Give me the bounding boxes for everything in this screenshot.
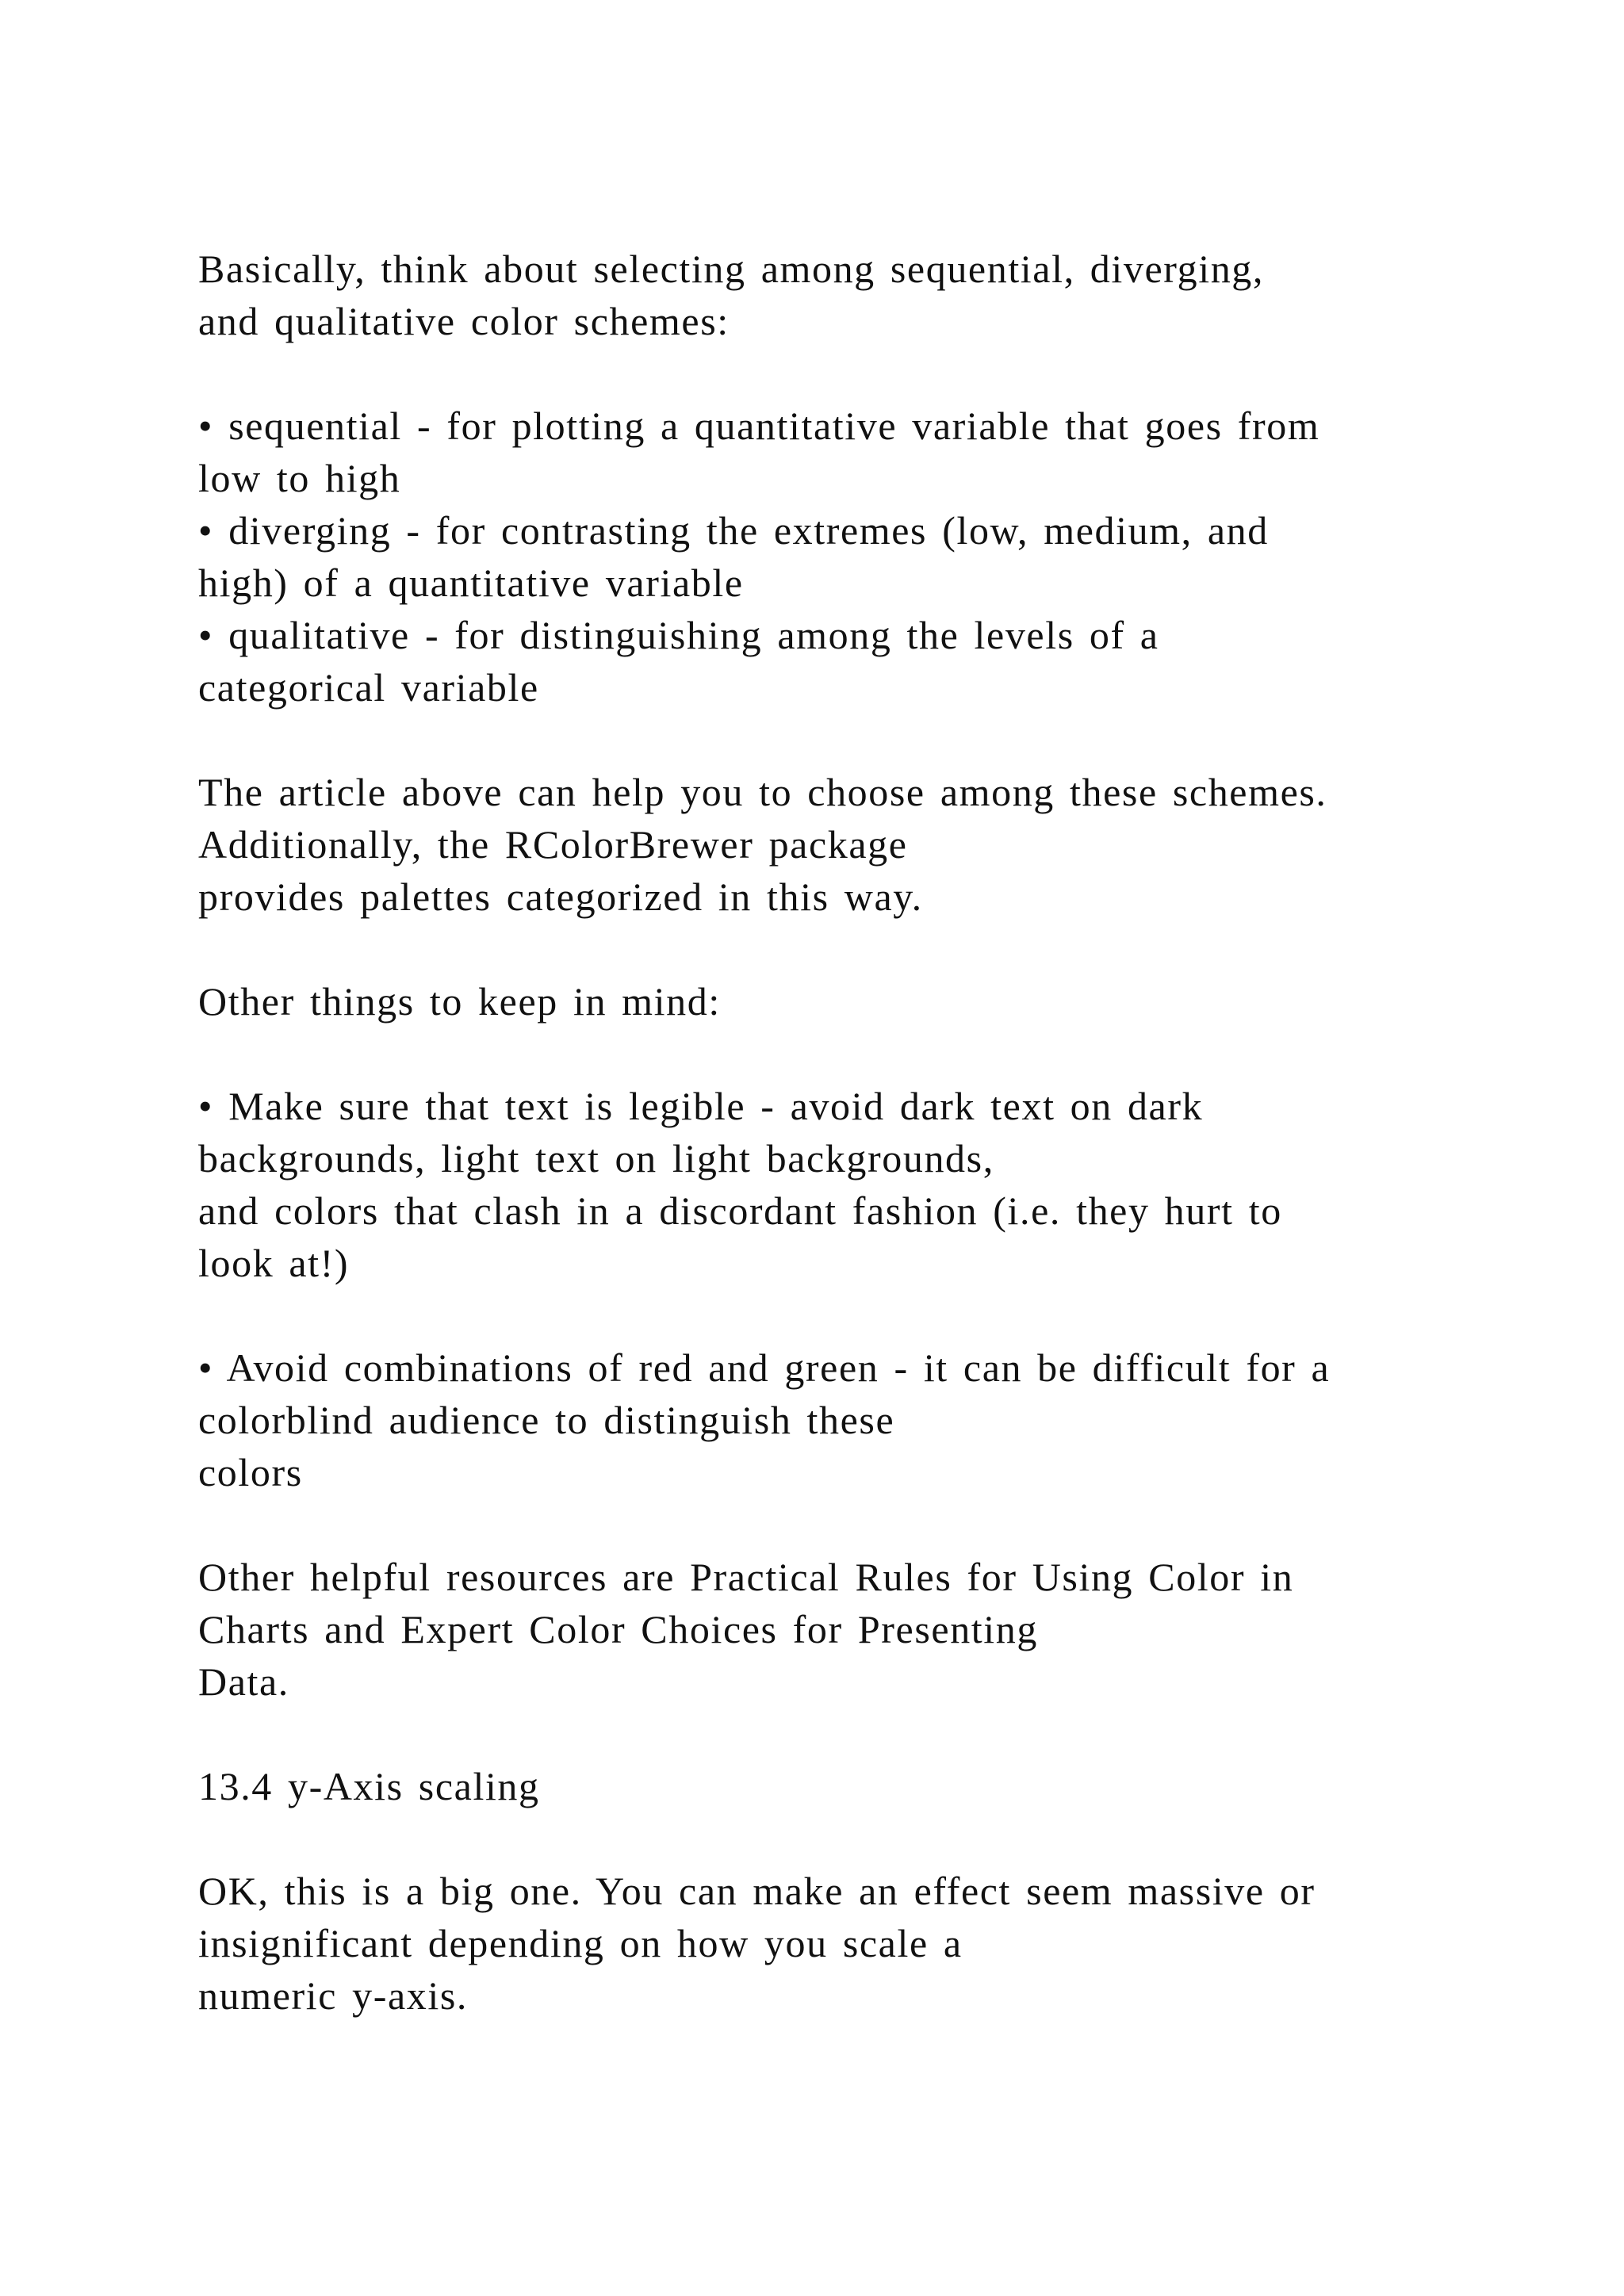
- list-item-legibility: • Make sure that text is legible - avoid dark text on dark: [198, 1084, 1204, 1128]
- text-line: Other helpful resources are Practical Rules for Using Color in: [198, 1555, 1294, 1599]
- text-line: Data.: [198, 1659, 289, 1704]
- text-line: and qualitative color schemes:: [198, 299, 730, 343]
- keep-in-mind-paragraph: [198, 975, 1499, 1027]
- list-item-colorblind: • Avoid combinations of red and green - it can be difficult for a: [198, 1345, 1331, 1390]
- resources-paragraph: [198, 1551, 1499, 1708]
- text-line: colors: [198, 1450, 303, 1494]
- text-line: provides palettes categorized in this way.: [198, 874, 923, 919]
- section-title: 13.4 y-Axis scaling: [198, 1764, 540, 1808]
- text-line: colorblind audience to distinguish these: [198, 1398, 895, 1442]
- section-heading: [198, 1760, 1499, 1812]
- text-line: Additionally, the RColorBrewer package: [198, 822, 908, 867]
- text-line: insignificant depending on how you scale a: [198, 1921, 963, 1965]
- article-note-paragraph: [198, 766, 1499, 923]
- legibility-tip: [198, 1080, 1499, 1289]
- document-body: [198, 243, 1499, 2074]
- intro-paragraph: [198, 243, 1499, 347]
- text-line: backgrounds, light text on light backgrounds,: [198, 1136, 994, 1181]
- text-line: OK, this is a big one. You can make an effect seem massive or: [198, 1869, 1316, 1913]
- text-line: Other things to keep in mind:: [198, 979, 721, 1024]
- text-line: The article above can help you to choose among these schemes.: [198, 770, 1327, 814]
- text-line: Basically, think about selecting among sequential, diverging,: [198, 247, 1265, 291]
- list-item-sequential-cont: low to high: [198, 456, 401, 500]
- text-line: numeric y-axis.: [198, 1973, 469, 2018]
- list-item-sequential: • sequential - for plotting a quantitative variable that goes from: [198, 404, 1320, 448]
- list-item-diverging: • diverging - for contrasting the extremes (low, medium, and: [198, 508, 1269, 553]
- list-item-qualitative-cont: categorical variable: [198, 665, 539, 710]
- y-axis-paragraph: [198, 1865, 1499, 2022]
- list-item-diverging-cont: high) of a quantitative variable: [198, 561, 744, 605]
- list-item-qualitative: • qualitative - for distinguishing among the levels of a: [198, 613, 1159, 657]
- text-line: look at!): [198, 1241, 350, 1285]
- text-line: Charts and Expert Color Choices for Presenting: [198, 1607, 1038, 1651]
- scheme-list: [198, 400, 1499, 714]
- text-line: and colors that clash in a discordant fashion (i.e. they hurt to: [198, 1188, 1282, 1233]
- colorblind-tip: [198, 1341, 1499, 1498]
